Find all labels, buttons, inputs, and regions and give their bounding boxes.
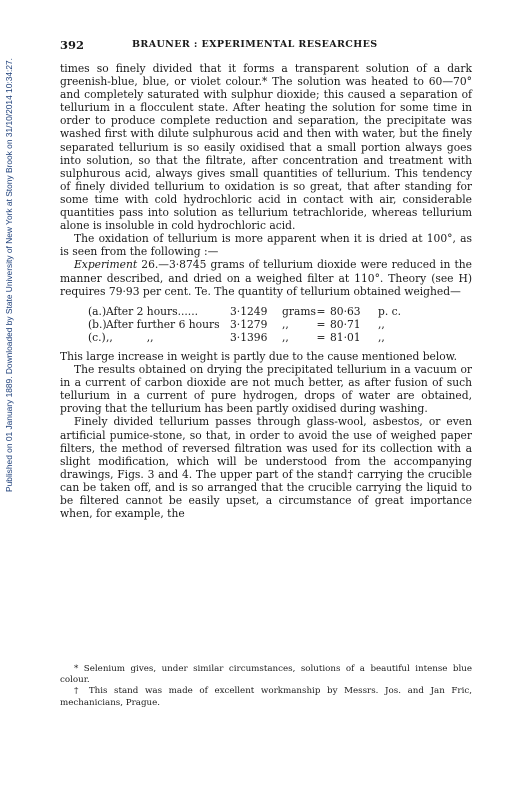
page-number: 392 xyxy=(60,38,85,52)
result-value: 3·1249 xyxy=(230,304,268,318)
result-description: ,, ,, xyxy=(106,330,154,344)
experiment-text: 26.—3·8745 grams of tellurium dioxide were reduced in the manner described, and dried on a weighed filter at 110°. Theory (see H) requires 79·93 per cent. Te. The quantity of tellurium obtained weighed— xyxy=(60,258,472,298)
paragraph-5: The results obtained on drying the precipitated tellurium in a vacuum or in a current of carbon dioxide are not much better, as after fusion of such tellurium in a current of pure hydrogen, drops of water are obtained, proving that the tellurium has been partly oxidised during washing. xyxy=(60,363,472,416)
result-equals: = xyxy=(316,330,326,344)
result-percent: 81·01 xyxy=(330,330,361,344)
result-equals: = xyxy=(316,317,326,331)
result-label: (b.) xyxy=(88,317,107,331)
result-label: (c.) xyxy=(88,330,106,344)
page-header xyxy=(60,38,472,54)
results-table xyxy=(88,305,472,344)
footnote-1: * Selenium gives, under similar circumstances, solutions of a beautiful intense blue colour. xyxy=(60,664,472,686)
paragraph-3 xyxy=(60,258,472,297)
paragraph-4: This large increase in weight is partly due to the cause mentioned below. xyxy=(60,349,458,363)
result-row xyxy=(88,331,472,344)
result-suffix: ,, xyxy=(378,317,385,331)
paragraph-1: times so finely divided that it forms a transparent solution of a dark greenish-blue, blue, or violet colour.* The solution was heated to 60—70° and completely saturated with sulphur dioxide; this caused a separation of tellurium in a flocculent state. After heating the solution for some time in order to produce complete reduction and separation, the precipitate was washed first with dilute sulphurous acid and then with water, but the finely separated tellurium is so easily oxidised that a small portion always goes into solution, so that the filtrate, after concentration and treatment with sulphurous acid, always gives small quantities of tellurium. This tendency of finely divided tellurium to oxidation is so great, that after standing for some time with cold hydrochloric acid in contact with air, considerable quantities pass into solution as tellurium tetrachloride, whereas tellurium alone is insoluble in cold hydrochloric acid. xyxy=(60,62,472,233)
result-value: 3·1396 xyxy=(230,330,268,344)
result-description: After further 6 hours xyxy=(106,317,220,331)
paragraph-2: The oxidation of tellurium is more apparent when it is dried at 100°, as is seen from the following :— xyxy=(60,232,472,259)
page-content xyxy=(60,38,472,520)
result-label: (a.) xyxy=(88,304,107,318)
watermark-text: Published on 01 January 1889. Downloaded by State University of New York at Stony Brook on 31/10/2014 10:34:27. xyxy=(4,58,14,492)
result-suffix: p. c. xyxy=(378,304,402,318)
result-value: 3·1279 xyxy=(230,317,268,331)
result-suffix: ,, xyxy=(378,330,385,344)
result-unit: ,, xyxy=(282,330,289,344)
footnotes xyxy=(60,664,472,709)
footnote-2: † This stand was made of excellent workmanship by Messrs. Jos. and Jan Fric, mechanicians, Prague. xyxy=(60,686,472,708)
body-text xyxy=(60,62,472,520)
result-percent: 80·63 xyxy=(330,304,361,318)
running-head: BRAUNER : EXPERIMENTAL RESEARCHES xyxy=(132,39,378,50)
result-row xyxy=(88,305,472,318)
paragraph-6: Finely divided tellurium passes through glass-wool, asbestos, or even artificial pumice-stone, so that, in order to avoid the use of weighed paper filters, the method of reversed filtration was used for its collection with a slight modification, which will be understood from the accompanying drawings, Figs. 3 and 4. The upper part of the stand† carrying the crucible can be taken off, and is so arranged that the crucible carrying the liquid to be filtered cannot be easily upset, a circumstance of great importance when, for example, the xyxy=(60,415,472,521)
result-unit: grams xyxy=(282,304,316,318)
result-percent: 80·71 xyxy=(330,317,361,331)
result-description: After 2 hours...... xyxy=(106,304,198,318)
result-equals: = xyxy=(316,304,326,318)
download-watermark xyxy=(2,10,16,540)
result-row xyxy=(88,318,472,331)
result-unit: ,, xyxy=(282,317,289,331)
experiment-label: Experiment xyxy=(74,258,138,272)
